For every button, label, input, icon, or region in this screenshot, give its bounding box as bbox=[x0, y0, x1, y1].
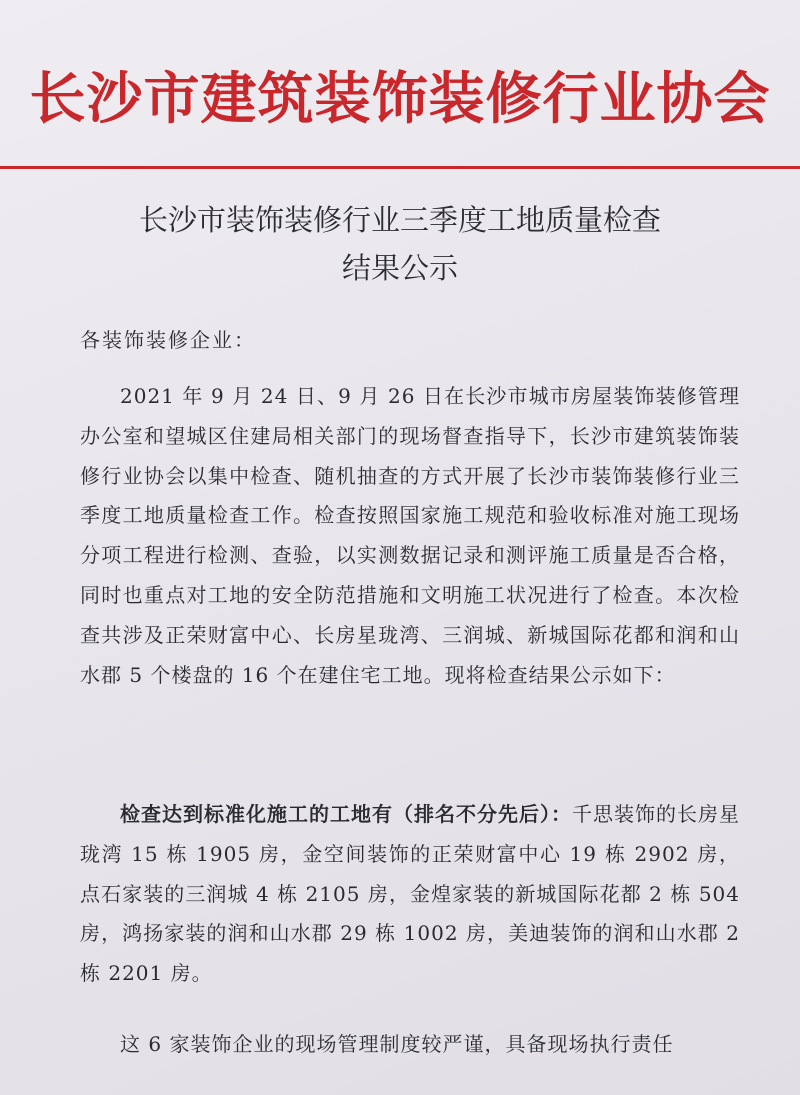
document-title-line1: 长沙市装饰装修行业三季度工地质量检查 bbox=[138, 203, 661, 237]
organization-letterhead: 长沙市建筑装饰装修行业协会 bbox=[29, 67, 771, 132]
paragraph-qualified-sites bbox=[80, 795, 740, 994]
qualified-sites-list: 千思装饰的长房星珑湾 15 栋 1905 房，金空间装饰的正荣财富中心 19 栋 2902 房，点石家装的三润城 4 栋 2105 房，金煌家装的新城国际花都 2 栋 504 房，鸿扬家装的润和山水郡 29 栋 1002 房，美迪装饰的润和山水郡 2 栋 2201 房。 bbox=[80, 802, 740, 986]
document-title bbox=[0, 196, 800, 292]
salutation: 各装饰装修企业： bbox=[80, 328, 256, 352]
paragraph-management-assessment: 这 6 家装饰企业的现场管理制度较严谨，具备现场执行责任 bbox=[120, 1032, 674, 1056]
letterhead-divider bbox=[0, 166, 800, 169]
document-title-line2: 结果公示 bbox=[341, 251, 458, 285]
paragraph-inspection-overview: 2021 年 9 月 24 日、9 月 26 日在长沙市城市房屋装饰装修管理办公室和望城区住建局相关部门的现场督查指导下，长沙市建筑装饰装修行业协会以集中检查、随机抽查的方式开展了长沙市装饰装修行业三季度工地质量检查工作。检查按照国家施工规范和验收标准对施工现场分项工程进行检测、查验，以实测数据记录和测评施工质量是否合格，同时也重点对工地的安全防范措施和文明施工状况进行了检查。本次检查共涉及正荣财富中心、长房星珑湾、三润城、新城国际花都和润和山水郡 5 个楼盘的 16 个在建住宅工地。现将检查结果公示如下： bbox=[80, 384, 740, 687]
qualified-sites-heading: 检查达到标准化施工的工地有（排名不分先后）： bbox=[120, 802, 572, 826]
